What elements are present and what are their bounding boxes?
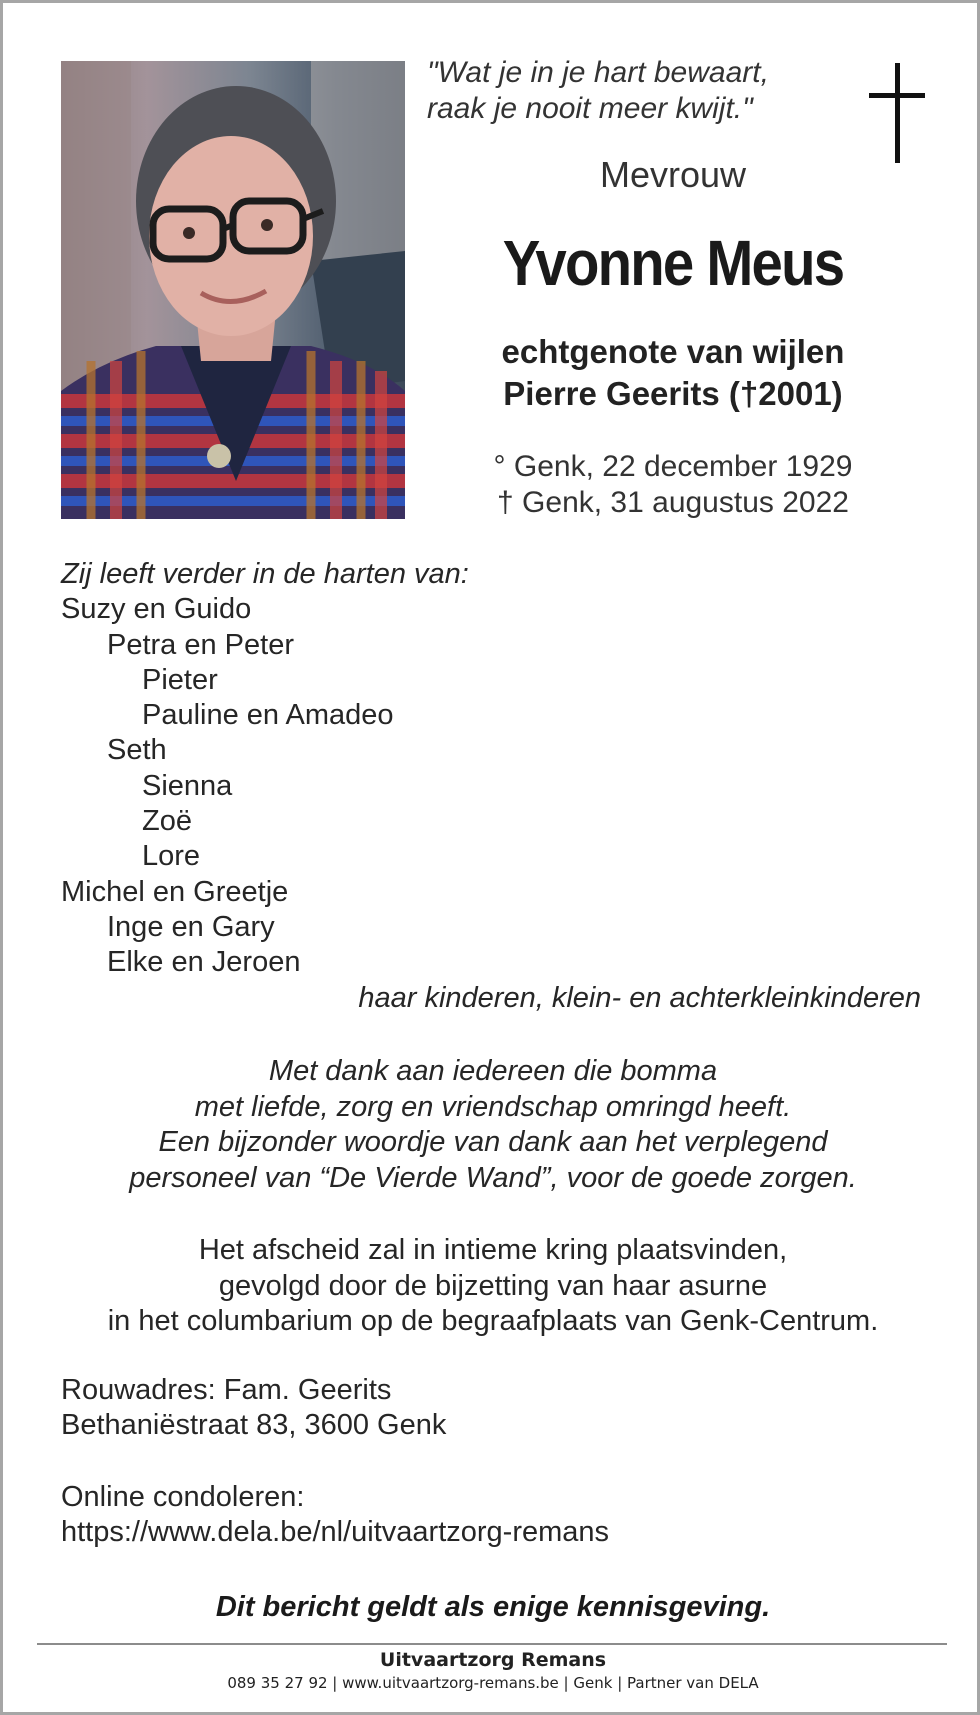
thanks-line: Een bijzonder woordje van dank aan het verplegend xyxy=(158,1126,828,1158)
quote-line-1: "Wat je in je hart bewaart, xyxy=(427,56,769,89)
portrait-photo xyxy=(61,61,405,519)
funeral-home-name: Uitvaartzorg Remans xyxy=(379,1649,607,1671)
ceremony-paragraph xyxy=(43,1233,943,1340)
family-member: Suzy en Guido xyxy=(61,593,252,626)
ceremony-line: gevolgd door de bijzetting van haar asurne xyxy=(218,1269,768,1302)
spouse-line-1: echtgenote van wijlen xyxy=(501,333,845,370)
thanks-line: Met dank aan iedereen die bomma xyxy=(268,1055,718,1087)
thanks-line: met liefde, zorg en vriendschap omringd heeft. xyxy=(194,1090,792,1123)
spouse-line-2: Pierre Geerits (†2001) xyxy=(503,375,843,412)
funeral-home-contact: 089 35 27 92 | www.uitvaartzorg-remans.be | Genk | Partner van DELA xyxy=(227,1674,759,1692)
condolence-link[interactable]: https://www.dela.be/nl/uitvaartzorg-remans xyxy=(61,1516,610,1548)
life-dates xyxy=(433,449,913,521)
family-member: Pauline en Amadeo xyxy=(142,699,394,732)
family-member: Pieter xyxy=(142,663,218,696)
address-line-1: Rouwadres: Fam. Geerits xyxy=(61,1374,392,1406)
deceased-name: Yvonne Meus xyxy=(502,227,844,299)
mourning-address xyxy=(61,1373,921,1443)
online-label: Online condoleren: xyxy=(61,1481,305,1513)
family-member: Petra en Peter xyxy=(107,628,294,661)
notice-statement: Dit bericht geldt als enige kennisgeving. xyxy=(215,1591,771,1623)
family-intro: Zij leeft verder in de harten van: xyxy=(61,558,469,590)
ceremony-line: in het columbarium op de begraafplaats van Genk-Centrum. xyxy=(107,1305,879,1337)
family-member: Michel en Greetje xyxy=(61,875,289,908)
memorial-quote xyxy=(427,55,807,127)
spouse-info xyxy=(433,331,913,415)
honorific: Mevrouw xyxy=(599,154,747,195)
thanks-line: personeel van “De Vierde Wand”, voor de goede zorgen. xyxy=(129,1161,857,1194)
family-member: Inge en Gary xyxy=(107,910,275,943)
thanks-paragraph xyxy=(43,1054,943,1196)
family-member: Seth xyxy=(107,734,167,767)
family-closing: haar kinderen, klein- en achterkleinkinderen xyxy=(358,981,921,1014)
portrait-illustration xyxy=(61,61,405,519)
family-member: Lore xyxy=(142,840,201,873)
family-list xyxy=(61,557,921,1016)
cross-icon xyxy=(869,63,925,163)
family-member: Elke en Jeroen xyxy=(107,946,301,979)
family-member: Sienna xyxy=(142,769,233,802)
online-condolences xyxy=(61,1480,921,1550)
ceremony-line: Het afscheid zal in intieme kring plaatsvinden, xyxy=(198,1234,788,1266)
death-date: † Genk, 31 augustus 2022 xyxy=(497,486,849,519)
birth-date: ° Genk, 22 december 1929 xyxy=(493,450,853,483)
address-line-2: Bethaniëstraat 83, 3600 Genk xyxy=(61,1409,447,1441)
footer-divider xyxy=(37,1643,947,1645)
family-member: Zoë xyxy=(142,805,192,838)
quote-line-2: raak je nooit meer kwijt." xyxy=(427,92,753,125)
